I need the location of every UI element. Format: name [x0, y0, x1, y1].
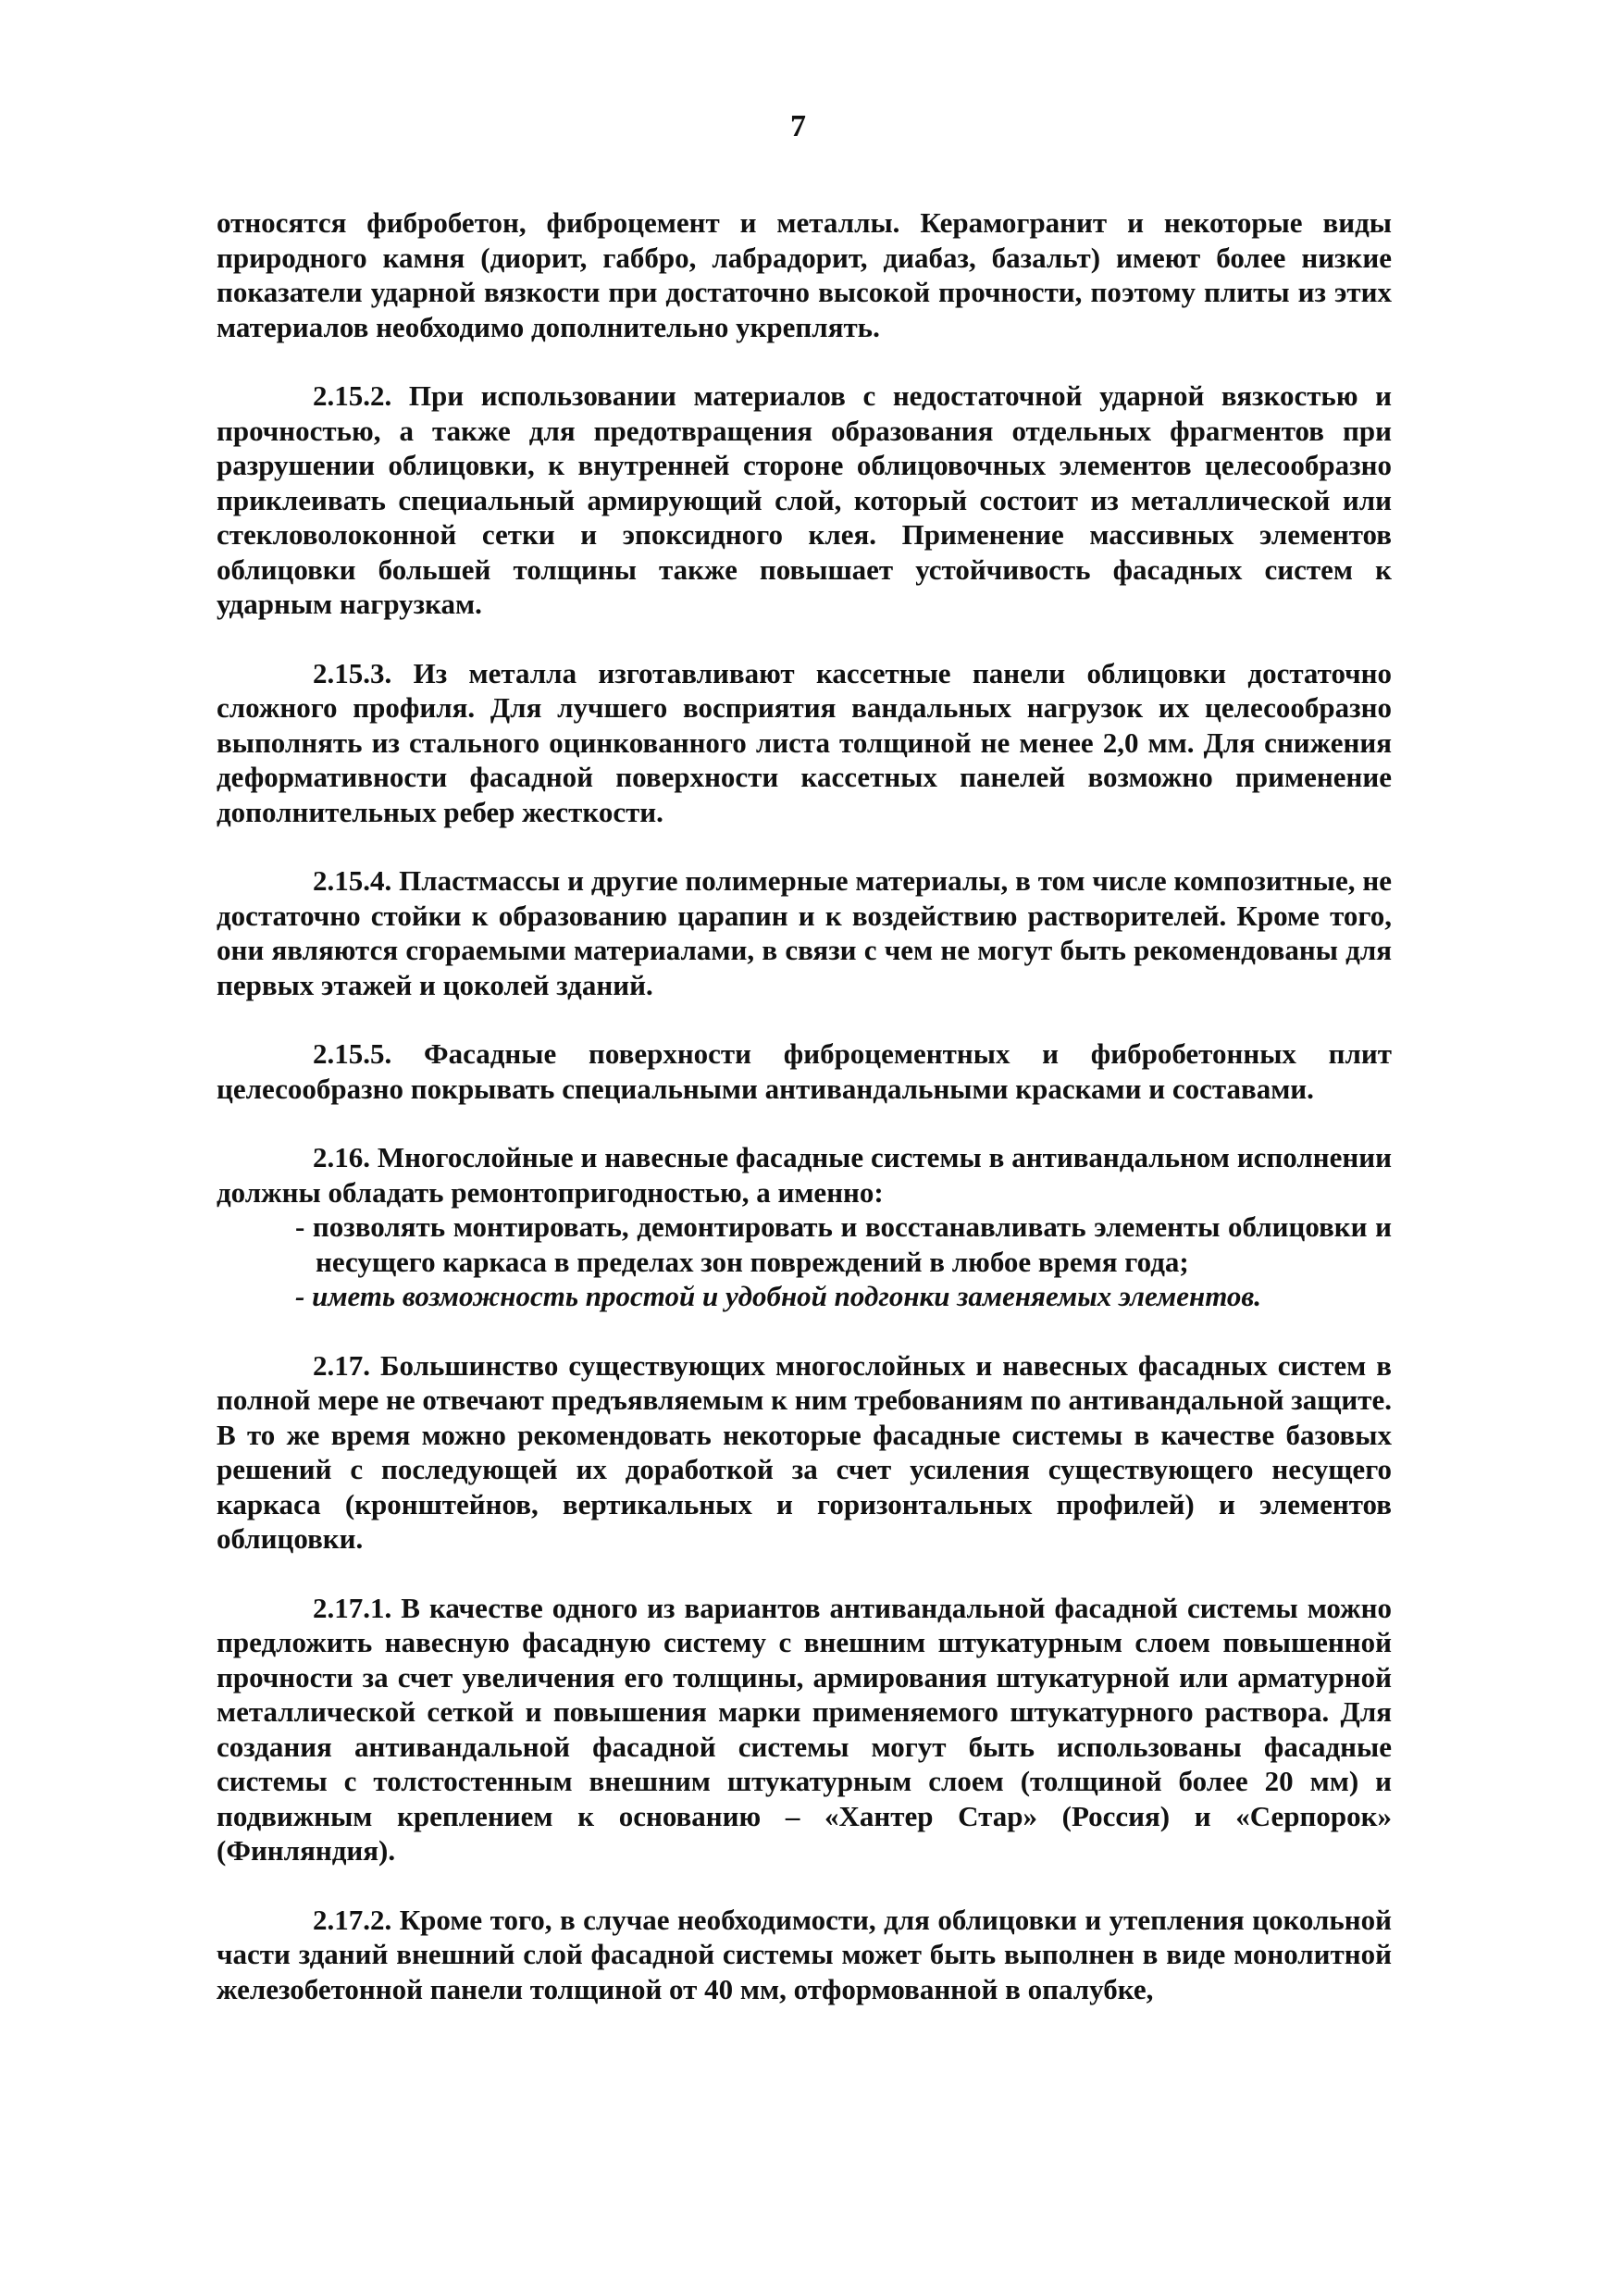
- paragraph-number: 2.17.2.: [313, 1903, 392, 1936]
- paragraph-2-16: [217, 1140, 1392, 1210]
- paragraph-text: Многослойные и навесные фасадные системы в антивандальном исполнении должны обладать ремонтопригодностью, а именно:: [217, 1141, 1392, 1209]
- paragraph-text: Кроме того, в случае необходимости, для облицовки и утепления цокольной части зданий внешний слой фасадной системы может быть выполнен в виде монолитной железобетонной панели толщиной от 40 мм, отформованной в опалубке,: [217, 1903, 1392, 2005]
- paragraph-text: Большинство существующих многослойных и навесных фасадных систем в полной мере не отвечают предъявляемым к ним требованиям по антивандальной защите. В то же время можно рекомендовать некоторые фасадные системы в качестве базовых решений с последующей их доработкой за счет усиления существующего несущего каркаса (кронштейнов, вертикальных и горизонтальных профилей) и элементов облицовки.: [217, 1348, 1392, 1555]
- paragraph-2-17-1: [217, 1591, 1392, 1868]
- paragraph-2-15-5: [217, 1036, 1392, 1106]
- paragraph-2-17: [217, 1348, 1392, 1557]
- paragraph-number: 2.15.5.: [313, 1037, 392, 1070]
- paragraph-number: 2.15.2.: [313, 379, 392, 412]
- paragraph-number: 2.17.1.: [313, 1591, 392, 1624]
- requirements-list: [217, 1210, 1392, 1314]
- paragraph-number: 2.17.: [313, 1348, 370, 1382]
- paragraph-text: Пластмассы и другие полимерные материалы, в том числе композитные, не достаточно стойки к образованию царапин и к воздействию растворителей. Кроме того, они являются сгораемыми материалами, в связи с чем не могут быть рекомендованы для первых этажей и цоколей зданий.: [217, 864, 1392, 1001]
- paragraph-2-15-2: [217, 378, 1392, 622]
- paragraph-2-15-4: [217, 863, 1392, 1002]
- paragraph-continuation: [217, 205, 1392, 344]
- paragraph-text: В качестве одного из вариантов антивандальной фасадной системы можно предложить навесную фасадную систему с внешним штукатурным слоем повышенной прочности за счет увеличения его толщины, армирования штукатурной или арматурной металлической сеткой и повышения марки применяемого штукатурного раствора. Для создания антивандальной фасадной системы могут быть использованы фасадные системы с толстостенным внешним штукатурным слоем (толщиной более 20 мм) и подвижным креплением к основанию – «Хантер Стар» (Россия) и «Серпорок» (Финляндия).: [217, 1591, 1392, 1867]
- paragraph-number: 2.16.: [313, 1141, 370, 1173]
- list-item: - иметь возможность простой и удобной подгонки заменяемых элементов.: [295, 1280, 1261, 1312]
- list-item: - позволять монтировать, демонтировать и восстанавливать элементы облицовки и несущего каркаса в пределах зон повреждений в любое время года;: [295, 1210, 1392, 1278]
- body-text: [217, 205, 1392, 2041]
- paragraph-number: 2.15.3.: [313, 656, 392, 689]
- paragraph-2-15-3: [217, 656, 1392, 830]
- paragraph-2-17-2: [217, 1903, 1392, 2007]
- paragraph-text: относятся фибробетон, фиброцемент и металлы. Керамогранит и некоторые виды природного камня (диорит, габбро, лабрадорит, диабаз, базальт) имеют более низкие показатели ударной вязкости при достаточно высокой прочности, поэтому плиты из этих материалов необходимо дополнительно укреплять.: [217, 206, 1392, 343]
- page-number: 7: [790, 109, 806, 143]
- paragraph-number: 2.15.4.: [313, 864, 392, 897]
- paragraph-text: Из металла изготавливают кассетные панели облицовки достаточно сложного профиля. Для лучшего восприятия вандальных нагрузок их целесообразно выполнять из стального оцинкованного листа толщиной не менее 2,0 мм. Для снижения деформативности фасадной поверхности кассетных панелей возможно применение дополнительных ребер жесткости.: [217, 656, 1392, 828]
- paragraph-text: Фасадные поверхности фиброцементных и фибробетонных плит целесообразно покрывать специальными антивандальными красками и составами.: [217, 1037, 1392, 1105]
- paragraph-text: При использовании материалов с недостаточной ударной вязкостью и прочностью, а также для предотвращения образования отдельных фрагментов при разрушении облицовки, к внутренней стороне облицовочных элементов целесообразно приклеивать специальный армирующий слой, который состоит из металлической или стекловолоконной сетки и эпоксидного клея. Применение массивных элементов облицовки большей толщины также повышает устойчивость фасадных систем к ударным нагрузкам.: [217, 379, 1392, 620]
